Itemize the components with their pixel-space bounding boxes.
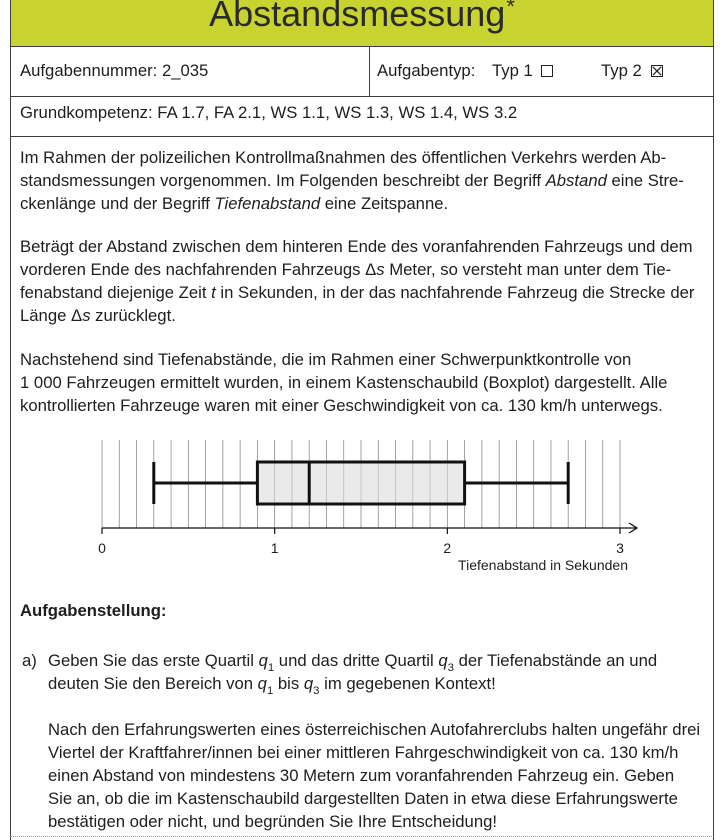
box-iqr	[257, 462, 464, 504]
text-run: Nach den Erfahrungswerten eines österreichischen Autofahrerclubs halten ungefähr drei	[48, 719, 701, 739]
task-item-a-paragraph-1	[48, 649, 657, 695]
boxplot-chart	[0, 430, 723, 580]
italic-text: t	[211, 282, 216, 302]
page-title	[11, 0, 713, 39]
text-run: Länge Δ	[20, 305, 83, 325]
task-type-2-label: Typ 2	[601, 61, 642, 80]
page-cut-line	[10, 836, 714, 837]
text-run: fenabstand diejenige Zeit	[20, 282, 212, 302]
text-run: bestätigen oder nicht, und begründen Sie Ihre Entscheidung!	[48, 811, 498, 831]
text-line	[20, 235, 694, 258]
text-run: Meter, so versteht man unter dem Tie-	[384, 259, 672, 279]
text-run: vorderen Ende des nachfahrenden Fahrzeugs Δ	[20, 259, 377, 279]
text-run: in Sekunden, in der das nachfahrende Fahrzeug die Strecke der	[215, 282, 695, 302]
text-line	[48, 764, 700, 787]
text-run: kontrollierten Fahrzeuge waren mit einer Geschwindigkeit von ca. 130 km/h unterwegs.	[20, 395, 663, 415]
text-line	[48, 787, 700, 810]
text-run: bis	[273, 673, 304, 693]
x-tick-label: 2	[443, 540, 452, 556]
intro-paragraph-3	[20, 348, 667, 417]
italic-text: Tiefenabstand	[214, 193, 321, 213]
competencies	[20, 101, 517, 124]
x-axis-label: Tiefenabstand in Sekunden	[458, 557, 628, 573]
task-type-label: Aufgabentyp:	[377, 61, 476, 80]
task-type-1-checkbox	[541, 65, 553, 77]
text-run: Viertel der Kraftfahrer/innen bei einer mittleren Fahrgeschwindigkeit von ca. 130 km/h	[48, 742, 679, 762]
text-line	[20, 146, 684, 169]
italic-text: q	[303, 673, 314, 693]
subscript-text: 3	[313, 684, 320, 697]
text-run: standsmessungen vorgenommen. Im Folgenden beschreibt der Begriff	[20, 170, 546, 190]
title-banner	[10, 0, 714, 47]
subscript-text: 3	[447, 661, 454, 674]
task-item-a-paragraph-2	[48, 718, 700, 833]
italic-text: s	[376, 259, 385, 279]
task-number-label: Aufgabennummer:	[20, 61, 158, 80]
text-line	[20, 169, 684, 192]
text-line	[48, 649, 657, 672]
text-line	[20, 371, 667, 394]
text-run: Im Rahmen der polizeilichen Kontrollmaßnahmen des öffentlichen Verkehrs werden Ab-	[20, 147, 667, 167]
task-type-2-checkbox	[651, 65, 663, 77]
text-line	[20, 304, 694, 327]
task-number	[20, 59, 208, 82]
italic-text: q	[258, 650, 268, 670]
italic-text: s	[82, 305, 91, 325]
text-run: eine Zeitspanne.	[320, 193, 449, 213]
text-run: Nachstehend sind Tiefenabstände, die im Rahmen einer Schwerpunktkontrolle von	[20, 349, 632, 369]
text-line	[48, 741, 700, 764]
subscript-text: 1	[267, 661, 275, 674]
title-footnote-marker: *	[506, 0, 515, 19]
text-line	[48, 810, 700, 833]
task-info-row	[10, 46, 714, 97]
text-line	[20, 394, 667, 417]
page-title-text: Abstandsmessung	[209, 0, 506, 34]
task-item-a-label: a)	[22, 650, 37, 670]
text-run: deuten Sie den Bereich von	[48, 673, 258, 693]
subscript-text: 1	[266, 684, 274, 697]
intro-paragraph-2	[20, 235, 694, 327]
text-run: eine Stre-	[606, 170, 684, 190]
competency-row	[10, 96, 714, 137]
italic-text: Abstand	[545, 170, 607, 190]
task-type-1-label: Typ 1	[492, 61, 533, 80]
text-run: 1 000 Fahrzeugen ermittelt wurden, in einem Kastenschaubild (Boxplot) dargestellt. Alle	[20, 372, 668, 392]
text-run: der Tiefenabstände an und	[453, 650, 658, 670]
competency-label: Grundkompetenz:	[20, 103, 153, 122]
text-run: im gegebenen Kontext!	[319, 673, 496, 693]
cell-divider	[369, 47, 370, 96]
text-run: ckenlänge und der Begriff	[20, 193, 215, 213]
x-tick-label: 3	[616, 540, 624, 556]
text-run: zurücklegt.	[90, 305, 176, 325]
text-run: Beträgt der Abstand zwischen dem hinteren Ende des voranfahrenden Fahrzeugs und dem	[20, 236, 693, 256]
text-line	[20, 258, 694, 281]
task-heading: Aufgabenstellung:	[20, 600, 167, 620]
task-number-value: 2_035	[161, 61, 209, 80]
text-line	[20, 281, 694, 304]
text-line	[48, 672, 657, 695]
text-line	[20, 192, 684, 215]
text-run: und das dritte Quartil	[274, 650, 439, 670]
check-mark-icon	[652, 66, 662, 76]
competency-list: FA 1.7, FA 2.1, WS 1.1, WS 1.3, WS 1.4, WS 3.2	[157, 103, 518, 122]
x-tick-label: 0	[98, 540, 106, 556]
x-tick-label: 1	[270, 540, 279, 556]
italic-text: q	[257, 673, 267, 693]
intro-paragraph-1	[20, 146, 684, 215]
text-run: einen Abstand von mindestens 30 Metern zum voranfahrenden Fahrzeug ein. Geben	[48, 765, 675, 785]
text-run: Sie an, ob die im Kastenschaubild dargestellten Daten in etwa diese Erfahrungswerte	[48, 788, 678, 808]
text-line	[20, 348, 667, 371]
text-run: Geben Sie das erste Quartil	[48, 650, 259, 670]
italic-text: q	[438, 650, 448, 670]
text-line	[48, 718, 700, 741]
